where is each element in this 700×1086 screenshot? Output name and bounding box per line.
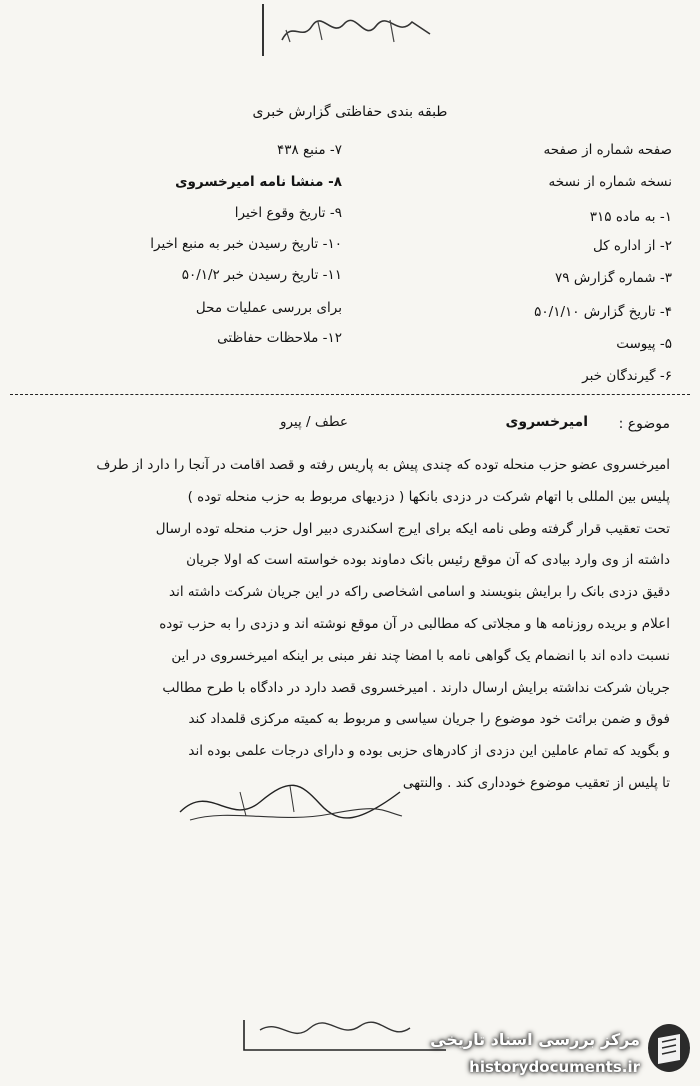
section-divider: [10, 394, 690, 395]
body-line: تا پلیس از تعقیب موضوع خودداری کند . والنتهی: [402, 774, 670, 791]
field-from: ۲- از اداره کل: [592, 238, 672, 254]
body-line: فوق و ضمن برائت خود موضوع را جریان سیاسی و مربوط به کمیته مرکزی قلمداد کند: [188, 711, 670, 728]
field-source-received-date: ۱۰- تاریخ رسیدن خبر به منبع اخیرا: [150, 236, 342, 252]
report-body: [50, 450, 670, 800]
field-security-notes: ۱۲- ملاحظات حفاظتی: [217, 330, 342, 346]
watermark-title: مرکز بررسی اسناد تاریخی: [430, 1030, 640, 1049]
field-report-date: ۴- تاریخ گزارش ۵۰/۱/۱۰: [534, 304, 672, 320]
signature-icon: [170, 772, 410, 832]
body-line: داشته از وی وارد بیادی که آن موقع رئیس بانک دماوند بوده خواسته است که اولا جریان: [186, 552, 670, 569]
body-line: امیرخسروی عضو حزب منحله توده که چندی پیش به پاریس رفته و قصد اقامت در آنجا را دارد از طرف: [96, 457, 670, 473]
archive-logo-icon: [646, 1022, 692, 1074]
handwritten-scribble-icon: [272, 12, 437, 48]
field-review-note: برای بررسی عملیات محل: [195, 300, 342, 316]
field-copy-number: نسخه شماره از نسخه: [548, 174, 672, 190]
subject-value: امیرخسروی: [505, 414, 588, 430]
body-line: نسبت داده اند با انضمام یک گواهی نامه با امضا چند نفر مبنی بر اینکه امیرخسروی در این: [171, 647, 670, 664]
subject-label: موضوع :: [618, 416, 670, 432]
body-line: تحت تعقیب قرار گرفته وطی نامه ایکه برای ایرج اسکندری دبیر اول حزب منحله توده ارسال: [155, 520, 670, 537]
body-line: و بگوید که تمام عاملین این دزدی از کادرهای حزبی بوده و دارای درجات علمی بوده اند: [188, 743, 670, 760]
file-reference: عطف / پیرو: [279, 414, 348, 430]
body-line: اعلام و بریده روزنامه ها و مجلاتی که مطالبی در آن موقع نوشته اند و دزدی را به حزب توده: [159, 615, 670, 632]
document-title: طبقه بندی حفاظتی گزارش خبری: [252, 104, 448, 120]
field-recipients: ۶- گیرندگان خبر: [582, 368, 672, 384]
field-page-number: صفحه شماره از صفحه: [543, 142, 672, 158]
body-line: دقیق دزدی بانک را برایش بنویسند و اسامی اشخاصی راکه در این جریان شرکت داشته اند: [169, 584, 670, 601]
body-line: پلیس بین المللی با اتهام شرکت در دزدی بانکها ( دزدیهای مربوط به حزب منحله توده ): [187, 488, 670, 505]
field-attachment: ۵- پیوست: [616, 336, 672, 352]
bottom-stamp-icon: [240, 1010, 450, 1056]
watermark-url: historydocuments.ir: [469, 1058, 640, 1076]
field-to: ۱- به ماده ۳۱۵: [589, 209, 672, 225]
field-source: ۷- منبع ۴۳۸: [276, 142, 342, 158]
field-event-date: ۹- تاریخ وقوع اخیرا: [234, 205, 342, 221]
top-stamp: [262, 4, 444, 56]
body-line: جریان شرکت نداشته برایش ارسال دارند . امیرخسروی قصد دارد در دادگاه با طرح مطالب: [162, 679, 670, 696]
field-report-number: ۳- شماره گزارش ۷۹: [555, 270, 672, 286]
field-news-received-date: ۱۱- تاریخ رسیدن خبر ۵۰/۱/۲: [181, 267, 342, 283]
field-origin: ۸- منشا نامه امیرخسروی: [175, 174, 342, 190]
